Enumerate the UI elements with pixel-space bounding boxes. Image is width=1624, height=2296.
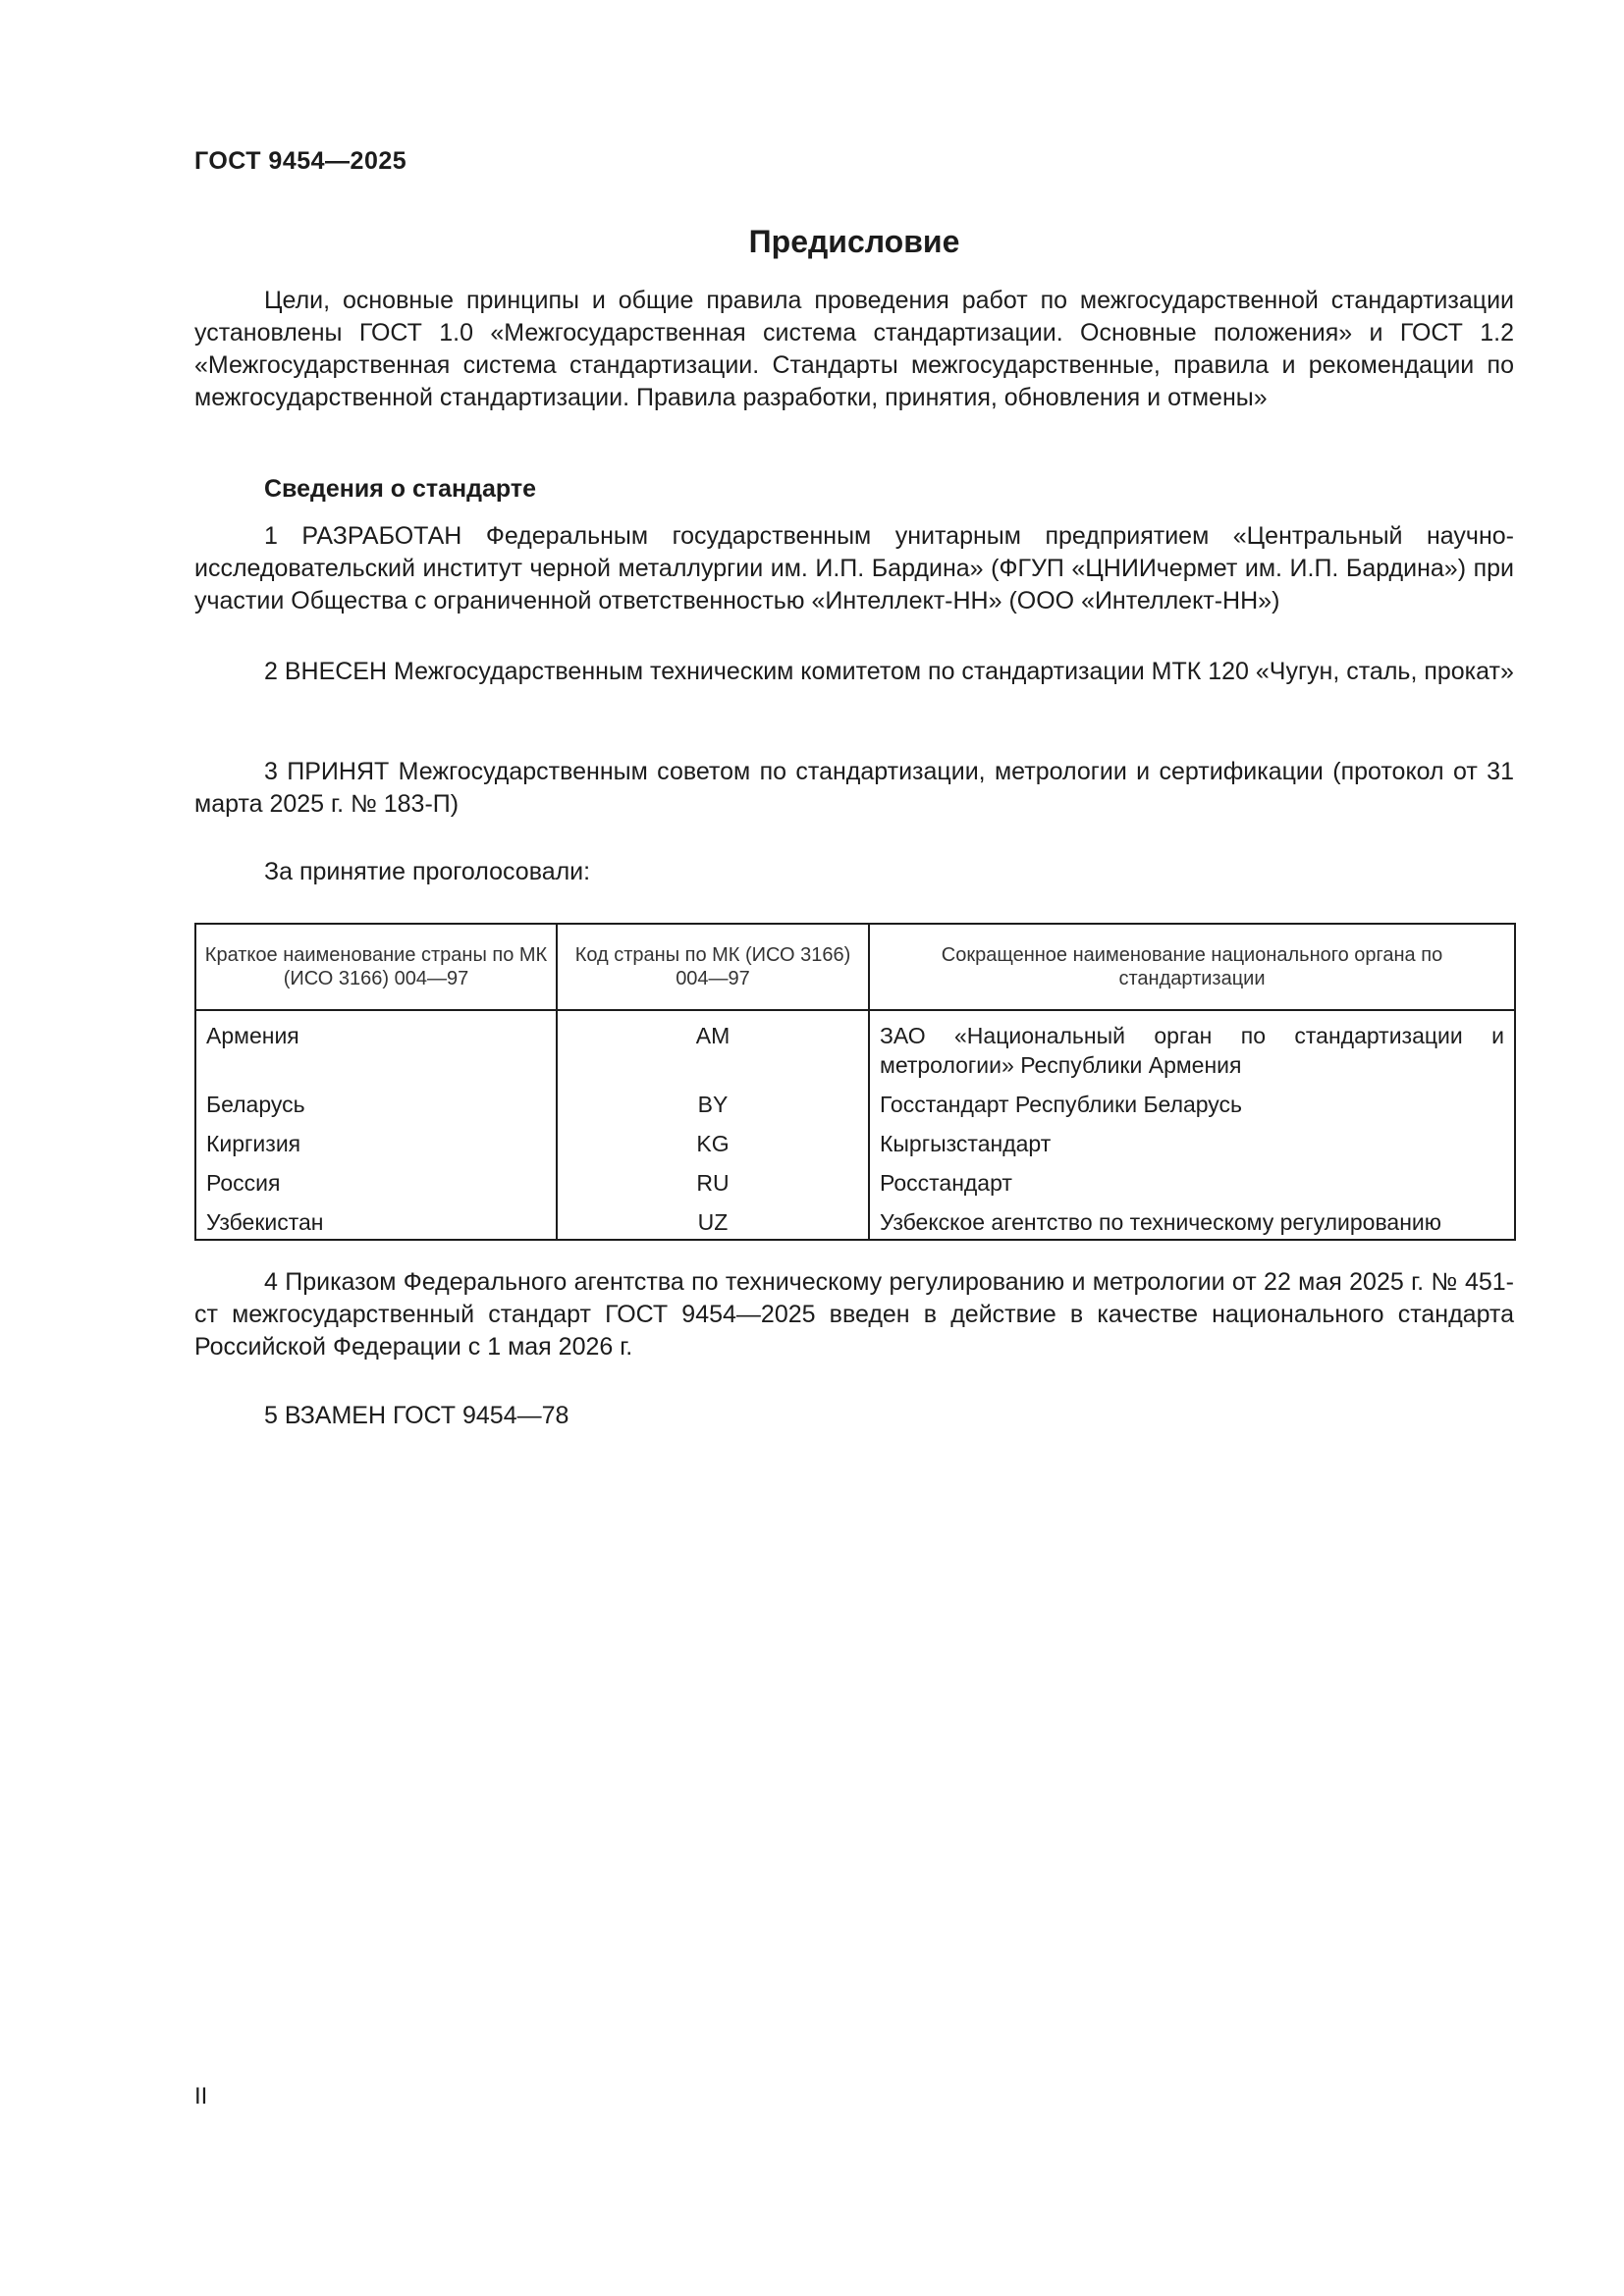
document-code-header: ГОСТ 9454—2025 (194, 147, 407, 175)
header-country: Краткое наименование страны по МК (ИСО 3166) 004—97 (195, 924, 557, 1010)
voting-countries-table (194, 923, 1516, 1241)
cell-code: RU (557, 1158, 869, 1198)
item-5-replaces: 5 ВЗАМЕН ГОСТ 9454—78 (264, 1402, 569, 1429)
cell-code: KG (557, 1119, 869, 1158)
item-1-developed-by: 1 РАЗРАБОТАН Федеральным государственным унитарным предприятием «Центральный научно-исследовательский институт черной металлургии им. И.П. Бардина» (ФГУП «ЦНИИчермет им. И.П. Бардина») при участии Общества с ограниченной ответственностью «Интеллект-НН» (ООО «Интеллект-НН») (194, 522, 1514, 614)
table-row (195, 1198, 1515, 1240)
page-number: II (194, 2083, 208, 2109)
cell-country: Киргизия (195, 1119, 557, 1158)
cell-organ: Кыргызстандарт (869, 1119, 1515, 1158)
table-row (195, 1010, 1515, 1090)
cell-organ: Узбекское агентство по техническому регулированию (869, 1198, 1515, 1240)
table-row (195, 1119, 1515, 1158)
cell-country: Армения (195, 1010, 557, 1090)
item-3-adopted-by: 3 ПРИНЯТ Межгосударственным советом по стандартизации, метрологии и сертификации (протокол от 31 марта 2025 г. № 183-П) (194, 758, 1514, 818)
table-header-row (195, 924, 1515, 1010)
cell-code: UZ (557, 1198, 869, 1240)
cell-code: BY (557, 1090, 869, 1119)
header-code: Код страны по МК (ИСО 3166) 004—97 (557, 924, 869, 1010)
cell-organ: Госстандарт Республики Беларусь (869, 1090, 1515, 1119)
cell-country: Узбекистан (195, 1198, 557, 1240)
intro-paragraph: Цели, основные принципы и общие правила проведения работ по межгосударственной стандартизации установлены ГОСТ 1.0 «Межгосударственная система стандартизации. Основные положения» и ГОСТ 1.2 «Межгосударственная система стандартизации. Стандарты межгосударственные, правила и рекомендации по межгосударственной стандартизации. Правила разработки, принятия, обновления и отмены» (194, 287, 1514, 411)
table-row (195, 1090, 1515, 1119)
section-subheading: Сведения о стандарте (264, 475, 537, 503)
cell-code: AM (557, 1010, 869, 1090)
header-organ: Сокращенное наименование национального органа по стандартизации (869, 924, 1515, 1010)
cell-organ: Росстандарт (869, 1158, 1515, 1198)
item-2-submitted-by: 2 ВНЕСЕН Межгосударственным техническим комитетом по стандартизации МТК 120 «Чугун, сталь, прокат» (264, 658, 1514, 685)
cell-organ: ЗАО «Национальный орган по стандартизации и метрологии» Республики Армения (869, 1010, 1515, 1090)
table-row (195, 1158, 1515, 1198)
item-4-enacted-by-order: 4 Приказом Федерального агентства по техническому регулированию и метрологии от 22 мая 2025 г. № 451-ст межгосударственный стандарт ГОСТ 9454—2025 введен в действие в качестве национального стандарта Российской Федерации с 1 мая 2026 г. (194, 1268, 1514, 1361)
cell-country: Беларусь (195, 1090, 557, 1119)
cell-country: Россия (195, 1158, 557, 1198)
voters-intro: За принятие проголосовали: (264, 858, 591, 885)
page-title: Предисловие (748, 224, 960, 259)
